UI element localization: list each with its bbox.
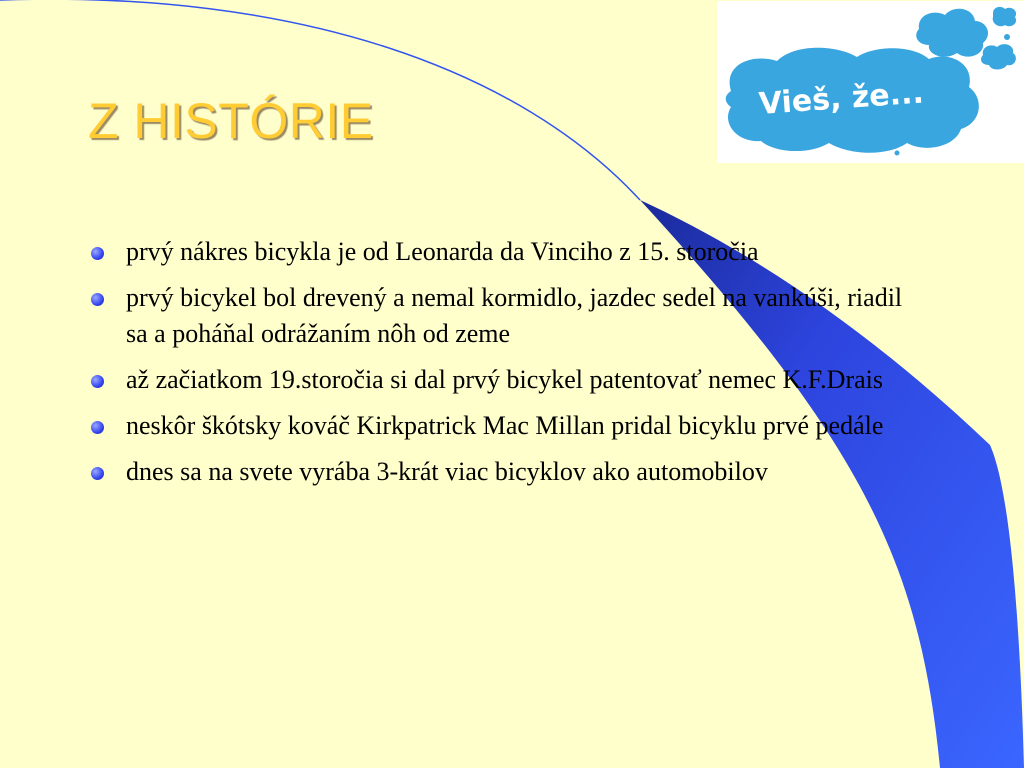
bullet-text: prvý nákres bicykla je od Leonarda da Vinciho z 15. storočia	[126, 237, 759, 266]
bullet-item	[88, 234, 918, 270]
bullet-text: prvý bicykel bol drevený a nemal kormidlo, jazdec sedel na vankúši, riadil sa a poháňal odrážaním nôh od zeme	[126, 283, 903, 348]
bullet-dot-icon	[91, 247, 104, 260]
bullet-text: až začiatkom 19.storočia si dal prvý bicykel patentovať nemec K.F.Drais	[126, 365, 883, 394]
bullet-item	[88, 408, 918, 444]
bullet-dot-icon	[91, 293, 104, 306]
logo-text: Vieš, že...	[757, 75, 925, 122]
slide-title: Z HISTÓRIE	[88, 93, 374, 149]
bullet-item	[88, 362, 918, 398]
bullet-list	[88, 234, 918, 500]
bullet-dot-icon	[91, 421, 104, 434]
bullet-item	[88, 280, 918, 352]
bullet-item	[88, 454, 918, 490]
bullet-text: dnes sa na svete vyrába 3-krát viac bicyklov ako automobilov	[126, 457, 768, 486]
logo	[717, 1, 1024, 163]
bullet-dot-icon	[91, 467, 104, 480]
bullet-text: neskôr škótsky kováč Kirkpatrick Mac Millan pridal bicyklu prvé pedále	[126, 411, 884, 440]
bullet-dot-icon	[91, 375, 104, 388]
